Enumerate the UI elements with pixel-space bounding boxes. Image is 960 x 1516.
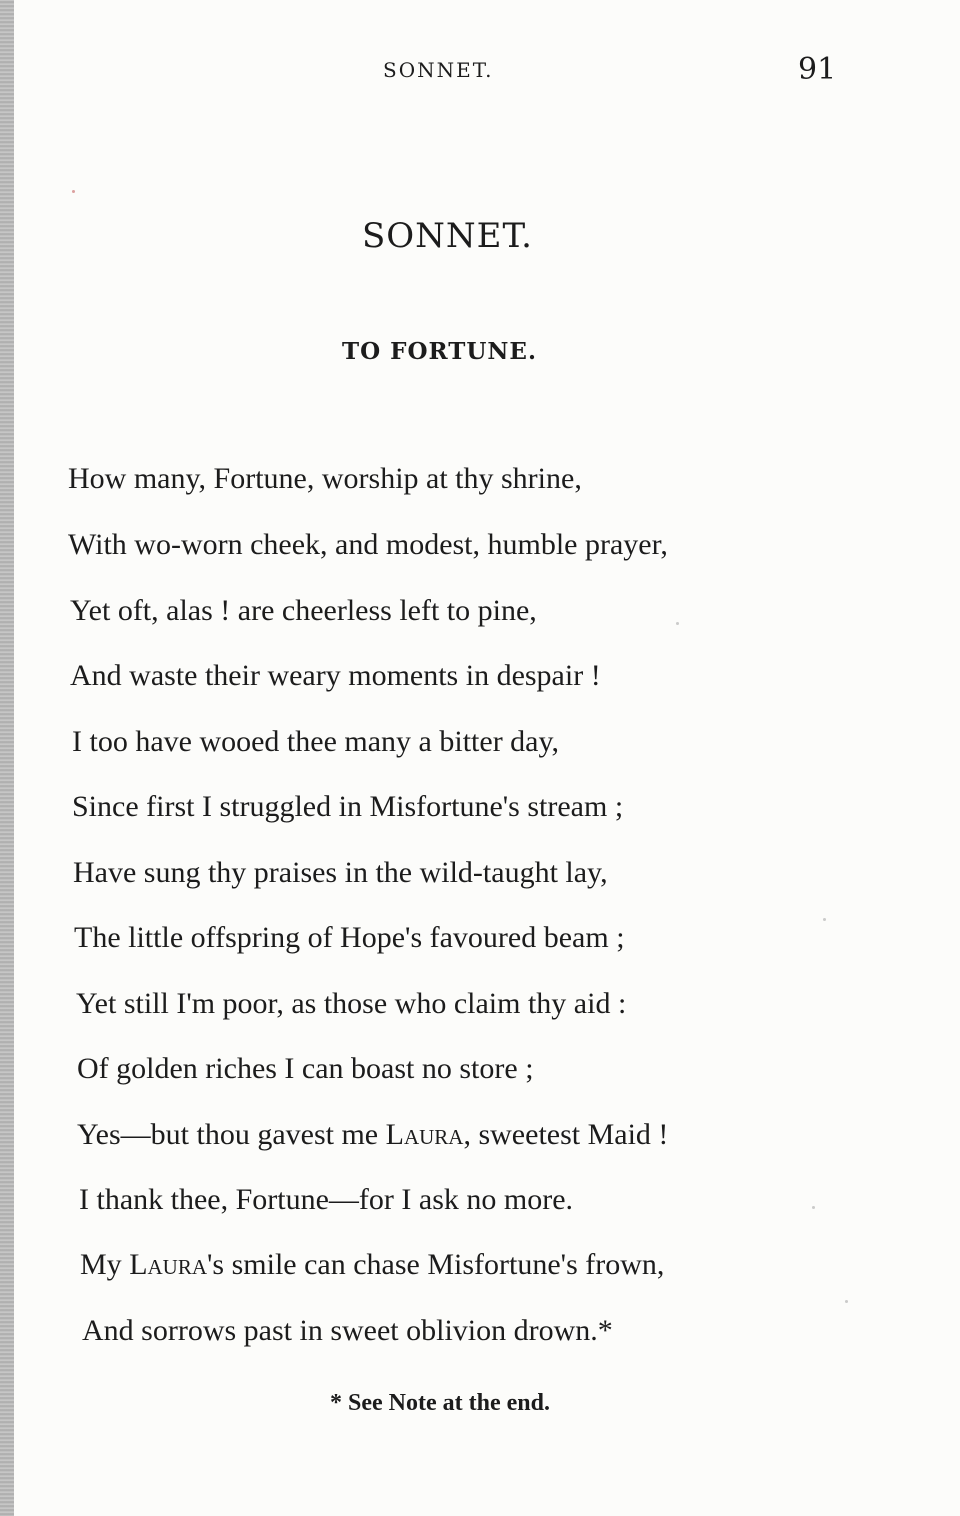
ink-speck [72,190,75,193]
poem-line [68,528,668,562]
footnote: * See Note at the end. [330,1390,550,1416]
ink-speck [823,918,826,921]
poem-line [77,1052,534,1086]
poem-line [72,790,623,824]
poem-line [76,987,626,1021]
poem-line [73,856,608,890]
poem-line [72,725,559,759]
poem-line [79,1183,573,1217]
line-text: And sorrows past in sweet oblivion drown.* [82,1314,613,1347]
line-text: Since first I struggled in Misfortune's stream ; [72,790,624,823]
line-text: Have sung thy praises in the wild-taught lay, [73,856,608,889]
line-text: With wo-worn cheek, and modest, humble prayer, [68,528,668,561]
page-number: 91 [798,52,837,87]
poem-subtitle: TO FORTUNE. [342,338,537,365]
ink-speck [676,622,679,625]
poem-line [68,462,582,496]
page-binding-edge [0,0,14,1516]
poem-line [77,1118,668,1152]
line-text: And waste their weary moments in despair ! [70,659,601,692]
line-text: I too have wooed thee many a bitter day, [72,725,560,758]
poem-title: SONNET. [362,216,533,256]
running-title: SONNET. [383,58,494,82]
line-text: , sweetest Maid ! [463,1118,669,1151]
line-text: I thank thee, Fortune—for I ask no more. [79,1183,574,1216]
ink-speck [812,1206,815,1209]
poem-line [70,594,537,628]
poem-line [74,921,625,955]
line-text: 's smile can chase Misfortune's frown, [207,1248,665,1281]
name-laura: Laura [385,1118,464,1151]
line-text: Yet oft, alas ! are cheerless left to pine, [70,594,537,627]
name-laura: Laura [129,1248,208,1281]
line-text: Yet still I'm poor, as those who claim thy aid : [76,987,627,1020]
poem-line [80,1248,664,1282]
line-text: Of golden riches I can boast no store ; [77,1052,534,1085]
line-text: How many, Fortune, worship at thy shrine, [68,462,582,495]
line-text: Yes—but thou gavest me [77,1118,386,1151]
line-text: My [80,1248,130,1281]
poem-line [82,1314,613,1348]
line-text: The little offspring of Hope's favoured beam ; [74,921,625,954]
poem-line [70,659,601,693]
ink-speck [845,1300,848,1303]
